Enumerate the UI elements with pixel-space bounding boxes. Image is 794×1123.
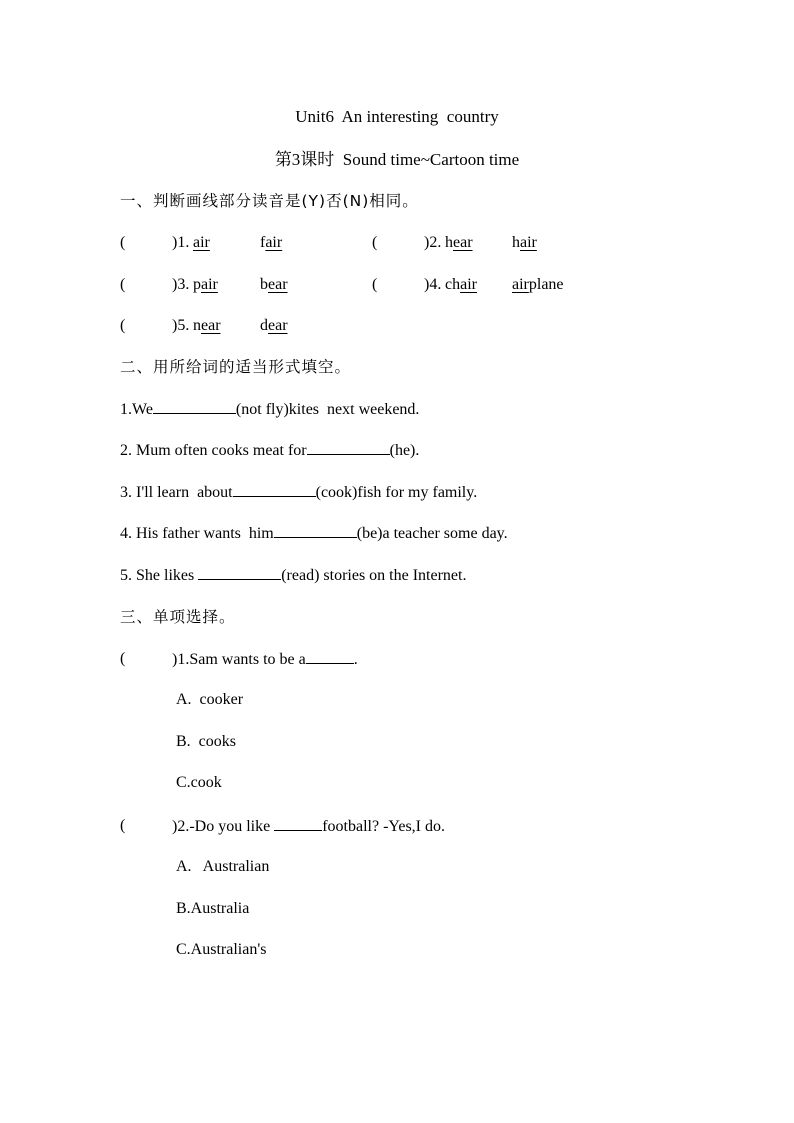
fill-blank-item: 2. Mum often cooks meat for (he). [120,442,420,459]
word-2: bear [260,276,288,293]
choice-question: )1.Sam wants to be a . [172,651,358,668]
question-number: )3. [172,276,190,293]
choice-question: )2.-Do you like football? -Yes,I do. [172,818,446,835]
word-2: fair [260,234,283,251]
answer-paren: ( [372,234,378,251]
question-number: )1. [172,234,190,251]
choice-option[interactable]: A. cooker [176,691,244,708]
answer-blank[interactable] [233,482,316,497]
word-1: air [193,234,210,251]
question-number: )2. [424,234,442,251]
choice-option[interactable]: A. Australian [176,858,270,875]
word-2: dear [260,317,288,334]
fill-blank-item: 5. She likes (read) stories on the Internet. [120,567,467,584]
choice-option[interactable]: B.Australia [176,900,250,917]
answer-paren: ( [120,650,126,667]
choice-option[interactable]: B. cooks [176,733,236,750]
word-1: chair [445,276,477,293]
word-1: pair [193,276,218,293]
choice-option[interactable]: C.Australian's [176,941,267,958]
answer-paren: ( [120,817,126,834]
page-title: Unit6 An interesting country [295,107,499,126]
section-heading-3: 三、单项选择。 [120,608,236,626]
answer-paren: ( [120,234,126,251]
section-heading-1: 一、判断画线部分读音是(Y)否(N)相同。 [120,192,419,210]
answer-blank[interactable] [274,816,322,831]
fill-blank-item: 3. I'll learn about (cook)fish for my family. [120,484,478,501]
section-heading-2: 二、用所给词的适当形式填空。 [120,358,352,376]
word-2: airplane [512,276,564,293]
answer-blank[interactable] [306,649,354,664]
word-2: hair [512,234,537,251]
word-1: near [193,317,221,334]
question-number: )4. [424,276,442,293]
fill-blank-item: 4. His father wants him (be)a teacher some day. [120,525,508,542]
fill-blank-item: 1.We (not fly)kites next weekend. [120,401,420,418]
word-1: hear [445,234,473,251]
page-subtitle: 第3课时 Sound time~Cartoon time [274,150,520,169]
question-number: )5. [172,317,190,334]
answer-paren: ( [120,276,126,293]
choice-option[interactable]: C.cook [176,774,222,791]
answer-paren: ( [372,276,378,293]
answer-paren: ( [120,317,126,334]
answer-blank[interactable] [198,565,281,580]
answer-blank[interactable] [307,440,390,455]
answer-blank[interactable] [153,399,236,414]
answer-blank[interactable] [274,523,357,538]
